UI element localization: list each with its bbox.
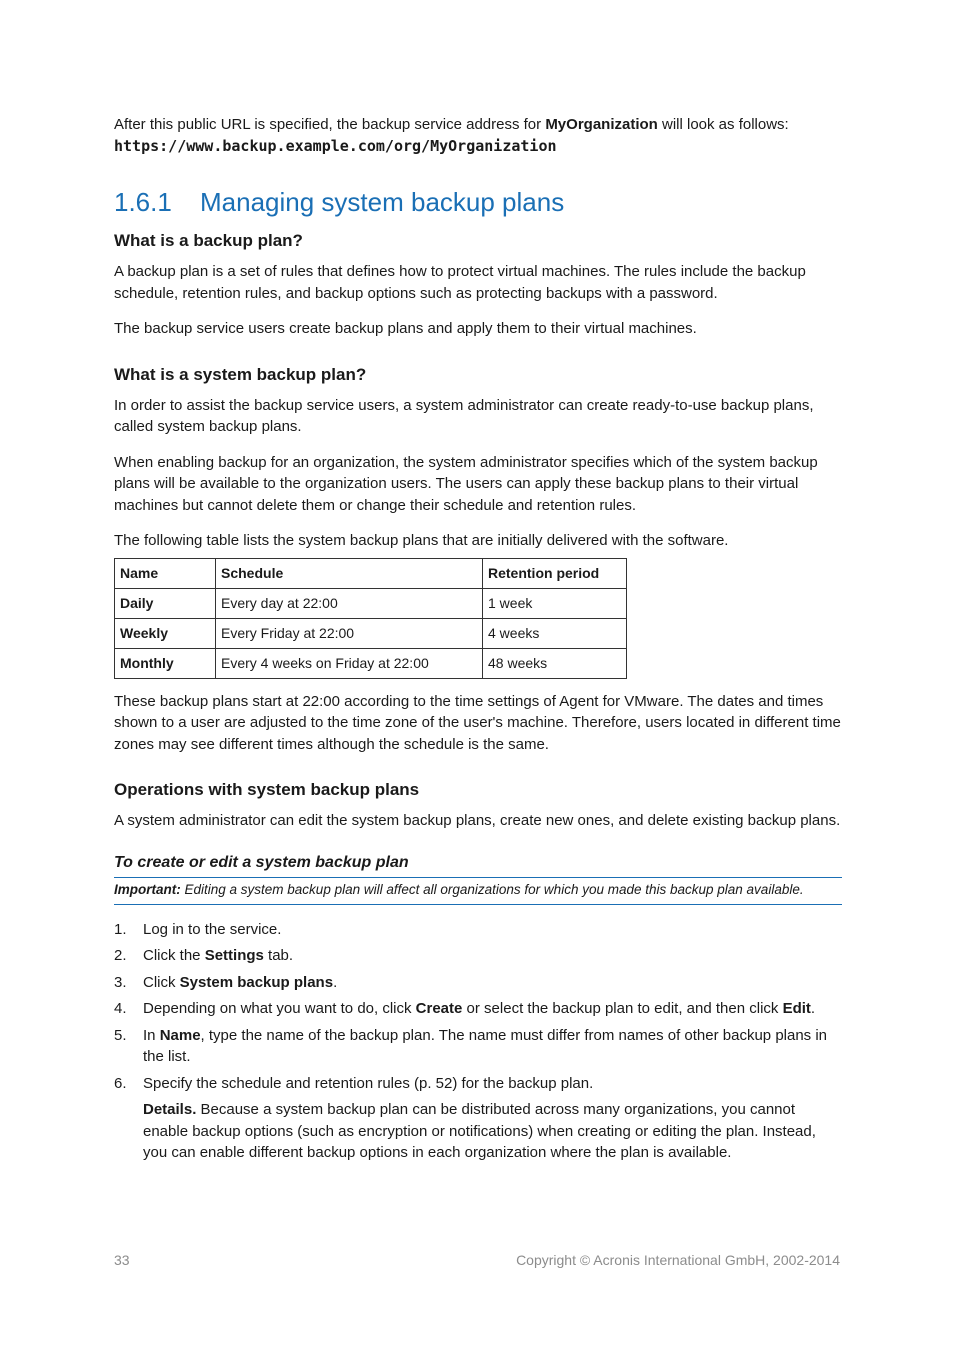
- table-row: [115, 588, 627, 618]
- paragraph: A backup plan is a set of rules that defines how to protect virtual machines. The rules include the backup schedule, retention rules, and backup options such as protecting backups with a password.: [114, 263, 806, 302]
- table-cell: 48 weeks: [483, 648, 627, 678]
- heading-what-is-plan: What is a backup plan?: [114, 231, 303, 250]
- step-number: 2.: [114, 947, 127, 964]
- step-bold: Name: [159, 1026, 201, 1044]
- paragraph: In order to assist the backup service users, a system administrator can create ready-to-use backup plans, called system backup plans.: [114, 396, 814, 435]
- list-item: [114, 1025, 842, 1068]
- table-header-cell: Name: [115, 558, 216, 588]
- step-text: , type the name of the backup plan. The name must differ from names of other backup plans in the list.: [143, 1026, 828, 1065]
- step-number: 6.: [114, 1074, 127, 1092]
- important-note: [114, 877, 842, 905]
- table-row: [115, 618, 627, 648]
- details-paragraph: [114, 1099, 842, 1164]
- step-text: Specify the schedule and retention rules (p. 52) for the backup plan.: [143, 1074, 594, 1092]
- step-text: Depending on what you want to do, click: [143, 1000, 416, 1017]
- step-text: or select the backup plan to edit, and then click: [462, 1000, 783, 1017]
- step-number: 5.: [114, 1026, 127, 1044]
- paragraph: When enabling backup for an organization, the system administrator specifies which of the system backup plans will be available to the organization users. The users can apply these backup plans to their virtual machines but cannot delete them or change their schedule and retention rules.: [114, 453, 818, 514]
- paragraph: The backup service users create backup plans and apply them to their virtual machines.: [114, 320, 697, 337]
- table-cell: Every Friday at 22:00: [216, 618, 483, 648]
- step-number: 3.: [114, 973, 127, 991]
- page-footer: [114, 1250, 840, 1272]
- table-cell: Weekly: [115, 618, 216, 648]
- intro-text-after: will look as follows:: [657, 116, 789, 133]
- list-item: [114, 972, 842, 994]
- step-number: 4.: [114, 1000, 127, 1017]
- heading-what-is-system-plan: What is a system backup plan?: [114, 364, 367, 384]
- section-number: 1.6.1: [114, 187, 172, 217]
- step-text: Log in to the service.: [143, 920, 282, 938]
- heading-operations: Operations with system backup plans: [114, 780, 420, 799]
- table-header-cell: Retention period: [483, 558, 627, 588]
- list-item: [114, 998, 842, 1020]
- list-item: [114, 945, 842, 967]
- page-content: [114, 114, 842, 1164]
- table-header-row: [115, 558, 627, 588]
- step-text: In: [143, 1026, 160, 1044]
- intro-text-before: After this public URL is specified, the backup service address for: [114, 116, 546, 133]
- step-bold: Create: [415, 1000, 463, 1017]
- system-plans-table: [114, 558, 627, 679]
- step-text: .: [333, 973, 338, 991]
- table-header-cell: Schedule: [216, 558, 483, 588]
- step-text: .: [810, 1000, 816, 1017]
- step-bold: Settings: [204, 947, 264, 964]
- section-title: Managing system backup plans: [200, 187, 565, 217]
- paragraph: These backup plans start at 22:00 according to the time settings of Agent for VMware. The dates and times shown to a user are adjusted to the time zone of the user's machine. Therefore, users located in different time zones may see different times although the schedule is the same.: [114, 692, 841, 753]
- procedure-steps: [114, 919, 842, 1095]
- section-heading: [114, 185, 842, 219]
- paragraph: The following table lists the system backup plans that are initially delivered with the software.: [114, 532, 729, 549]
- paragraph: A system administrator can edit the system backup plans, create new ones, and delete existing backup plans.: [114, 812, 841, 829]
- details-text: Because a system backup plan can be distributed across many organizations, you cannot enable backup options (such as encryption or notifications) when creating or editing the plan. Instead, you can enable different backup options in each organization where the plan is available.: [143, 1101, 816, 1161]
- intro-org-name: MyOrganization: [545, 116, 658, 133]
- table-row: [115, 648, 627, 678]
- list-item: [114, 919, 842, 941]
- page-number: 33: [114, 1252, 130, 1268]
- table-cell: Monthly: [115, 648, 216, 678]
- step-bold: Edit: [782, 1000, 811, 1017]
- step-text: Click: [143, 973, 180, 991]
- step-text: Click the: [143, 947, 205, 964]
- procedure-heading: To create or edit a system backup plan: [114, 853, 409, 871]
- table-cell: 1 week: [483, 588, 627, 618]
- intro-paragraph: [114, 114, 842, 157]
- service-url: https://www.backup.example.com/org/MyOrganization: [114, 136, 557, 155]
- table-cell: Every day at 22:00: [216, 588, 483, 618]
- list-item: [114, 1073, 842, 1095]
- important-text: Editing a system backup plan will affect all organizations for which you made this backup plan available.: [180, 881, 804, 897]
- copyright: Copyright © Acronis International GmbH, 2002-2014: [516, 1252, 840, 1268]
- table-cell: Daily: [115, 588, 216, 618]
- step-bold: System backup plans: [179, 973, 334, 991]
- step-text: tab.: [263, 947, 294, 964]
- table-cell: 4 weeks: [483, 618, 627, 648]
- table-cell: Every 4 weeks on Friday at 22:00: [216, 648, 483, 678]
- important-label: Important:: [114, 881, 181, 897]
- step-number: 1.: [114, 920, 127, 938]
- details-label: Details.: [143, 1101, 197, 1118]
